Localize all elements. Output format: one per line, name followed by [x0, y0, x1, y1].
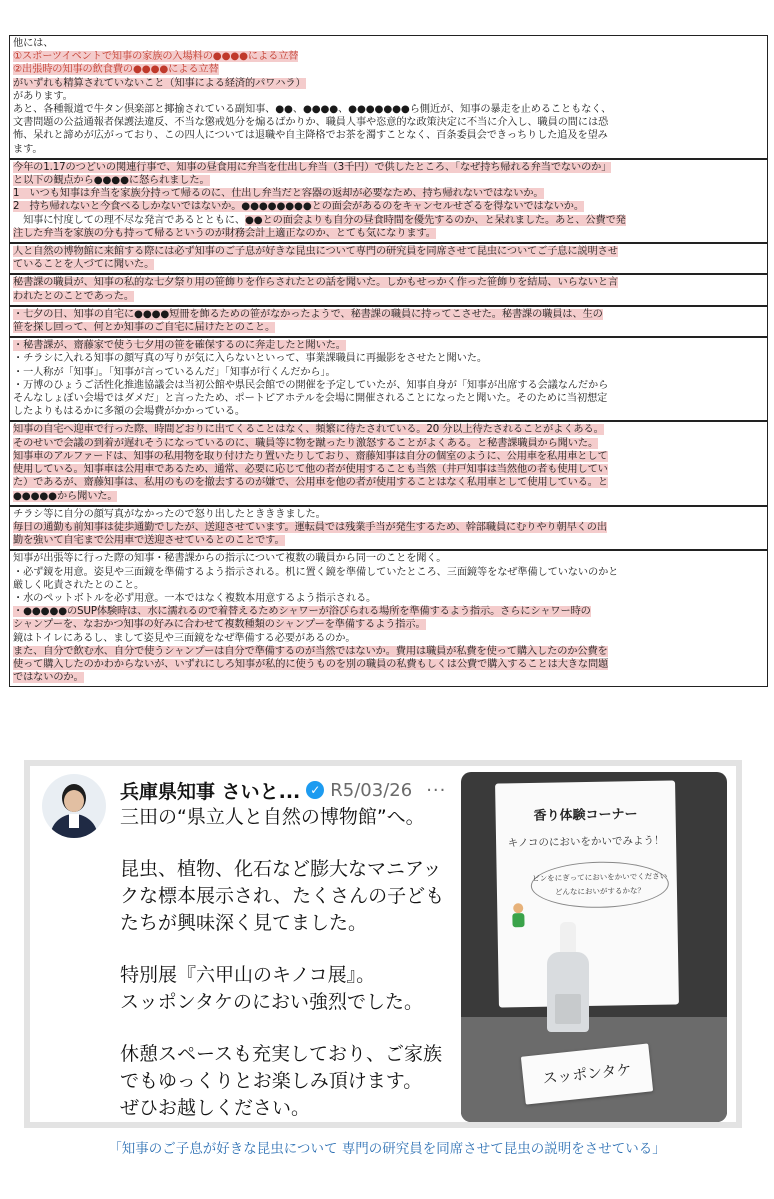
document-line [13, 90, 764, 103]
document-section [10, 305, 767, 336]
document-line [13, 366, 764, 379]
highlighted-text: 使用している。知事車は公用車であるため、通常、必要に応じて他の者が使用することも当然（井戸知事は当然他の者も使用してい [13, 464, 608, 476]
document-line [13, 476, 764, 489]
document-line [13, 379, 764, 392]
tweet-line: 昆虫、植物、化石など膨大なマニアッ [120, 858, 442, 880]
highlighted-text: 勤を強いて自宅まで公用車で送迎させているとのことです。 [13, 535, 285, 547]
highlighted-text: ●●との面会よりも自分の昼食時間を優先するのか、と呆れました。 [245, 214, 556, 226]
highlighted-text: そのせいで会議の到着が遅れそうになっているのに、職員等に物を蹴ったり激怒することがよくある。と秘書課職員から聞いた。 [13, 437, 599, 449]
highlighted-text: 注した弁当を家族の分も持って帰るというのが財務会計上適正なのか、とても気になります。 [13, 227, 436, 239]
verified-badge-icon: ✓ [306, 781, 324, 799]
document-line [13, 645, 764, 658]
line-text: 厳しく叱責されたとのこと。 [13, 579, 145, 591]
document-line [13, 258, 764, 271]
document-line [13, 200, 764, 213]
tweet-line [120, 831, 465, 856]
document-line [13, 187, 764, 200]
document-line [13, 352, 764, 365]
name-tag-text: スッポンタケ [541, 1060, 633, 1088]
document-line [13, 174, 764, 187]
line-text: 知事に忖度しての理不尽な発言であるとともに、 [13, 214, 246, 226]
more-options-icon[interactable]: ··· [426, 779, 447, 801]
highlighted-text: また、自分で飲む水、自分で使うシャンプーは自分で準備するのが当然ではないか。費用は職員が私費を使って購入したのか公費を [13, 645, 608, 657]
document-line [13, 129, 764, 142]
tweet-text [120, 804, 465, 1122]
document-line [13, 521, 764, 534]
document-line [13, 566, 764, 579]
line-text: 文書問題の公益通報者保護法違反、不当な懲戒処分を煽るばかりか、職員人事や恣意的な政策決定に不当に介入し、職員の間には恐 [13, 117, 609, 129]
tweet-line [120, 1016, 465, 1041]
highlighted-text: ②出張時の知事の飲食費の●●●●による立替 [13, 64, 219, 76]
document-section [10, 549, 767, 687]
document-line [13, 321, 764, 334]
highlighted-text: 笹を探し回って、何とか知事のご自宅に届けたとのこと。 [13, 322, 276, 334]
tweet-card[interactable] [24, 760, 742, 1128]
highlighted-text: われたとのことであった。 [13, 290, 134, 302]
document-line [13, 437, 764, 450]
document-line [13, 632, 764, 645]
line-text: したよりもはるかに多額の会場費がかかっている。 [13, 406, 246, 418]
highlighted-text: 秘書課の職員が、知事の私的な七夕祭り用の笹飾りを作らされたとの話を聞いた。しかもせっかく作った笹飾りを結局、いらないと言 [13, 277, 619, 289]
speech-bubble [530, 861, 669, 909]
document-line [13, 143, 764, 156]
line-text: 知事が出張等に行った際の知事・秘書課からの指示について複数の職員から同一のことを聞く。 [13, 553, 447, 565]
highlighted-text: 人と自然の博物館に来館する際には必ず知事のご子息が好きな昆虫について専門の研究員を同席させて昆虫についてご子息に説明させ [13, 246, 618, 258]
document-section [10, 336, 767, 420]
document-line [13, 463, 764, 476]
document-line [13, 392, 764, 405]
document-line [13, 552, 764, 565]
document-line [13, 50, 764, 63]
tweet-line [120, 937, 465, 962]
tweet-photo[interactable] [461, 772, 727, 1122]
document-line [13, 308, 764, 321]
document-line [13, 37, 764, 50]
document-line [13, 671, 764, 684]
document-line [13, 290, 764, 303]
document-section [10, 35, 767, 158]
document-line [13, 276, 764, 289]
highlighted-text: ていることを人づてに聞いた。 [13, 259, 155, 271]
document-line [13, 618, 764, 631]
highlighted-text: 知事の自宅へ迎車で行った際、時間どおりに出てくることはなく、頻繁に待たされている。20 分以上待たされることがよくある。 [13, 424, 604, 436]
scent-bottle [547, 922, 589, 1032]
highlighted-text: がいずれも精算されていないこと（知事による経済的パワハラ） [13, 77, 306, 89]
line-text: ・万博のひょうご活性化推進協議会は当初公館や県民会館での開催を予定していたが、知事自身が「知事が出席する会議なんだから [13, 379, 609, 391]
highlighted-text: ・秘書課が、齋藤家で使う七夕用の笹を確保するのに奔走したと聞いた。 [13, 340, 346, 352]
line-text: ・必ず鏡を用意。姿見や三面鏡を準備するよう指示される。机に置く鏡を準備していたところ、三面鏡等をなぜ準備していないのかと [13, 566, 619, 578]
tweet-line: たちが興味深く見てました。 [120, 912, 368, 934]
document-line [13, 490, 764, 503]
line-text: ます。 [13, 143, 43, 155]
document-section [10, 158, 767, 242]
tweet-line: クな標本展示され、たくさんの子ども [120, 885, 445, 907]
document-line [13, 227, 764, 240]
line-text: あと、各種報道で牛タン倶楽部と揶揄されている副知事、●●、●●●●、●●●●●●●ら側近が、知事の暴走を止めることもなく、 [13, 104, 612, 116]
document-line [13, 592, 764, 605]
highlighted-text: 毎日の通勤も前知事は徒歩通勤でしたが、送迎させています。運転員では残業手当が発生するため、幹部職員にむりやり朝早くの出 [13, 521, 607, 533]
document-section [10, 420, 767, 504]
document-line [13, 534, 764, 547]
document-line [13, 214, 764, 227]
line-text: 鏡はトイレにあるし、まして姿見や三面鏡をなぜ準備する必要があるのか。 [13, 632, 356, 644]
highlighted-text: ではないのか。 [13, 672, 84, 684]
caption: 「知事のご子息が好きな昆虫について 専門の研究員を同席させて昆虫の説明をさせている」 [108, 1141, 666, 1157]
highlighted-text: 知事車のアルファードは、知事の私用物を取り付けたり置いたりしており、齋藤知事は自分の個室のように、公用車を私用車として [13, 450, 608, 462]
line-text: ・一人称が「知事」。「知事が言っているんだ」「知事が行くんだから」。 [13, 366, 336, 378]
line-text: 他には、 [13, 38, 54, 49]
highlighted-text: 2 持ち帰れないと今食べるしかないではないか。●●●●●●●●との面会があるのをキャンセルせざるを得ないではないか。 [13, 201, 584, 213]
line-text: チラシ等に自分の顔写真がなかったので怒り出したときききました。 [13, 508, 326, 520]
highlighted-text: と以下の観点から●●●●に怒られました。 [13, 175, 210, 187]
document-line [13, 605, 764, 618]
sign-title: 香り体験コーナー [533, 807, 638, 824]
bubble-line-1: ビンをにぎってにおいをかいでください [532, 871, 668, 883]
document-line [13, 339, 764, 352]
bubble-line-2: どんなにおいがするかな？ [554, 885, 646, 897]
document-section [10, 505, 767, 550]
tweet-line: 休憩スペースも充実しており、ご家族 [120, 1043, 443, 1065]
highlighted-text: シャンプーを、なおかつ知事の好みに合わせて複数種類のシャンプーを準備するよう指示。 [13, 619, 426, 631]
document-line [13, 508, 764, 521]
document-line [13, 116, 764, 129]
tweet-header [120, 776, 465, 804]
document-line [13, 245, 764, 258]
tweet-line: スッポンタケのにおい強烈でした。 [120, 991, 424, 1013]
line-text: ・チラシに入れる知事の顔写真の写りが気に入らないといって、事業課職員に再撮影をさせたと聞いた。 [13, 353, 487, 365]
document-line [13, 103, 764, 116]
highlighted-text: ・●●●●●のSUP体験時は、水に濡れるので着替えるためシャワーが浴びられる場所を準備するよう指示。さらにシャワー時の [13, 606, 591, 618]
document-section [10, 242, 767, 273]
document-line [13, 405, 764, 418]
document-line [13, 450, 764, 463]
document-line [13, 579, 764, 592]
tweet-line: 特別展『六甲山のキノコ展』。 [120, 964, 376, 986]
highlighted-text: ①スポーツイベントで知事の家族の入場料の●●●●による立替 [13, 51, 299, 63]
author-name[interactable]: 兵庫県知事 さいと... [120, 780, 301, 803]
line-text: ・水のペットボトルを必ず用意。一本ではなく複数本用意するよう指示される。 [13, 592, 377, 604]
document-line [13, 63, 764, 76]
document-line [13, 423, 764, 436]
highlighted-text: あと、公費で発 [555, 214, 626, 226]
line-text: 怖、呆れと諦めが広がっており、この四人については退職や自主降格でお茶を濁すことなく、百条委員会できっちりした追及を望み [13, 130, 608, 142]
line-text: があります。 [13, 90, 73, 102]
tweet-line: ぜひお越しください。 [120, 1097, 311, 1119]
line-text: そんなしょぼい会場ではダメだ」と言ったため、ポートピアホテルを会場に開催されることになったと聞いた。そのために当初想定 [13, 393, 608, 405]
document-line [13, 658, 764, 671]
document-line [13, 161, 764, 174]
document-table [9, 35, 768, 687]
tweet-date[interactable]: R5/03/26 [330, 779, 413, 801]
sign-subtitle: キノコのにおいをかいでみよう！ [507, 834, 665, 850]
highlighted-text: 使って購入したのかわからないが、いずれにしろ知事が私的に使うものを別の職員の私費もしくは公費で購入することは大きな問題 [13, 658, 609, 670]
document-section [10, 273, 767, 304]
highlighted-text: ●●●●●から聞いた。 [13, 490, 118, 502]
highlighted-text: ・七夕の日、知事の自宅に●●●●短冊を飾るための笹がなかったようで、秘書課の職員に持ってこさせた。秘書課の職員は、生の [13, 308, 603, 320]
tweet-line: 三田の“県立人と自然の博物館”へ。 [120, 806, 425, 828]
document-line [13, 77, 764, 90]
tweet-line: でもゆっくりとお楽しみ頂けます。 [120, 1070, 423, 1092]
child-illustration-icon [511, 903, 525, 929]
highlighted-text: 1 いつも知事は弁当を家族分持って帰るのに、仕出し弁当だと容器の返却が必要なため、持ち帰れないではないか。 [13, 188, 544, 200]
highlighted-text: 今年の1.17のつどいの関連行事で、知事の昼食用に弁当を仕出し弁当（3千円）で供したところ、「なぜ持ち帰れる弁当でないのか」 [13, 161, 612, 173]
avatar[interactable] [42, 774, 106, 838]
highlighted-text: た）であるが、齋藤知事は、私用のものを撤去するのが嫌で、公用車を他の者が使用することはなく私用車として使用している。と [13, 477, 608, 489]
